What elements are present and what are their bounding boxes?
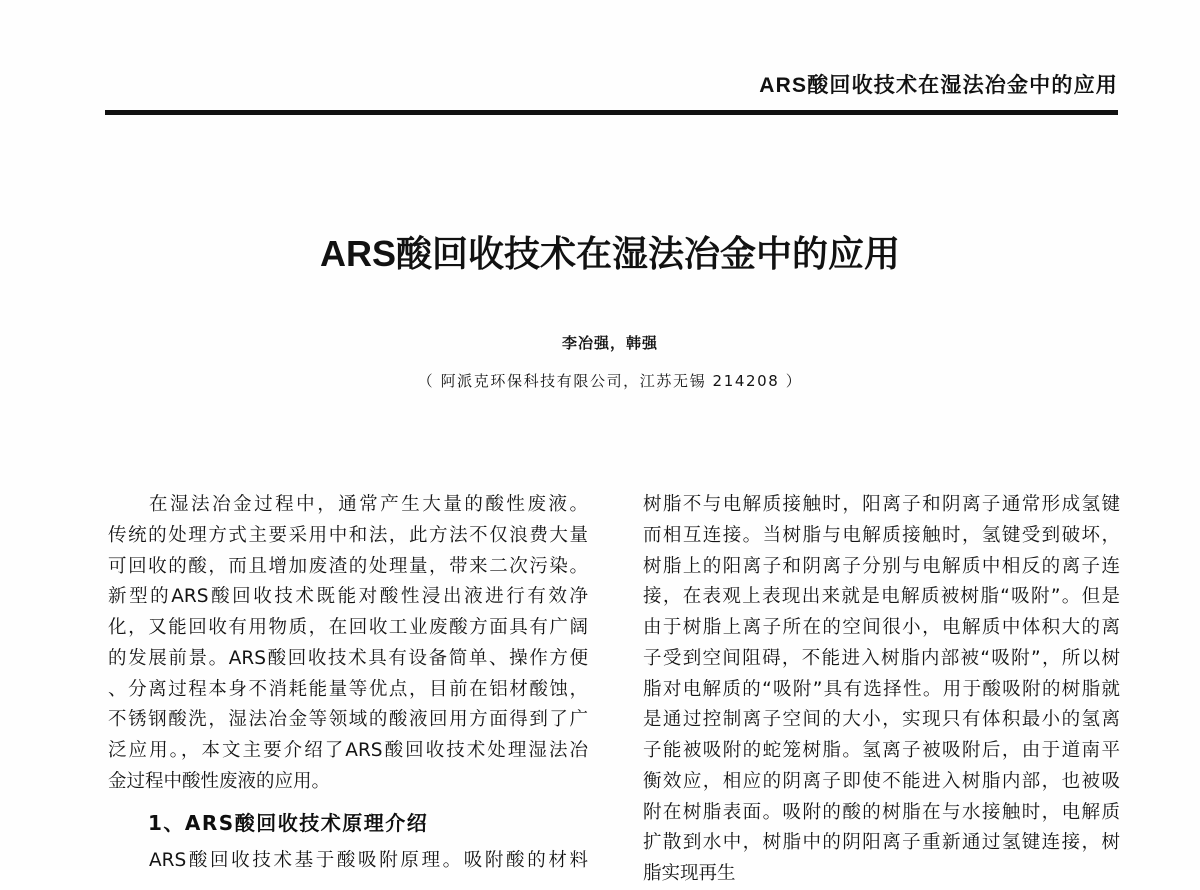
section-paragraph	[108, 846, 588, 872]
body-text-line: 的发展前景。ARS酸回收技术具有设备简单、操作方便	[108, 647, 588, 669]
running-header: ARS酸回收技术在湿法冶金中的应用	[759, 74, 1118, 97]
body-text-line: 衡效应，相应的阴离子即使不能进入树脂内部，也被吸	[643, 770, 1120, 792]
section-heading: 1、ARS酸回收技术原理介绍	[148, 810, 429, 835]
body-text-line: 树脂上的阳离子和阴离子分别与电解质中相反的离子连	[643, 555, 1120, 577]
body-text-line: 、分离过程本身不消耗能量等优点，目前在铝材酸蚀，	[108, 678, 588, 700]
body-text-line: 在湿法冶金过程中，通常产生大量的酸性废液。	[149, 494, 588, 515]
body-text-line: 化，又能回收有用物质，在回收工业废酸方面具有广阔	[108, 617, 588, 638]
body-text-line: 可回收的酸，而且增加废渣的处理量，带来二次污染。	[108, 555, 588, 577]
body-text-line: 由于树脂上离子所在的空间很小，电解质中体积大的离	[643, 617, 1120, 638]
body-text-line: 传统的处理方式主要采用中和法，此方法不仅浪费大量	[108, 524, 588, 546]
body-text-line: 附在树脂表面。吸附的酸的树脂在与水接触时，电解质	[643, 801, 1120, 823]
body-text-line: 扩散到水中，树脂中的阴阳离子重新通过氢键连接，树	[643, 832, 1120, 854]
author-affiliation: （ 阿派克环保科技有限公司，江苏无锡 214208 ）	[417, 372, 803, 390]
body-text-line: 脂实现再生	[643, 863, 736, 884]
body-text-line: 脂对电解质的“吸附”具有选择性。用于酸吸附的树脂就	[643, 678, 1120, 700]
principle-paragraph	[643, 490, 1120, 884]
body-text-line: 而相互连接。当树脂与电解质接触时，氢键受到破坏，	[643, 524, 1120, 546]
body-text-line: ARS酸回收技术基于酸吸附原理。吸附酸的材料	[149, 850, 588, 872]
author-list: 李冶强，韩强	[561, 334, 658, 352]
intro-paragraph	[108, 490, 588, 798]
header-rule	[105, 110, 1118, 115]
body-text-line: 新型的ARS酸回收技术既能对酸性浸出液进行有效净	[108, 586, 588, 608]
body-text-line: 不锈钢酸洗，湿法冶金等领域的酸液回用方面得到了广	[108, 709, 588, 731]
right-column	[643, 490, 1120, 884]
body-text-line: 是通过控制离子空间的大小，实现只有体积最小的氢离	[643, 709, 1120, 731]
body-text-line: 树脂不与电解质接触时，阳离子和阴离子通常形成氢键	[643, 494, 1120, 515]
body-text-line: 泛应用。，本文主要介绍了ARS酸回收技术处理湿法冶	[108, 740, 588, 761]
body-text-line: 子能被吸附的蛇笼树脂。氢离子被吸附后，由于道南平	[643, 740, 1120, 761]
body-text-line: 接，在表观上表现出来就是电解质被树脂“吸附”。但是	[643, 586, 1120, 608]
body-text-line: 金过程中酸性废液的应用。	[108, 770, 331, 792]
left-column	[108, 490, 588, 872]
body-text-line: 子受到空间阻碍，不能进入树脂内部被“吸附”，所以树	[643, 647, 1120, 669]
paper-title: ARS酸回收技术在湿法冶金中的应用	[319, 233, 900, 274]
